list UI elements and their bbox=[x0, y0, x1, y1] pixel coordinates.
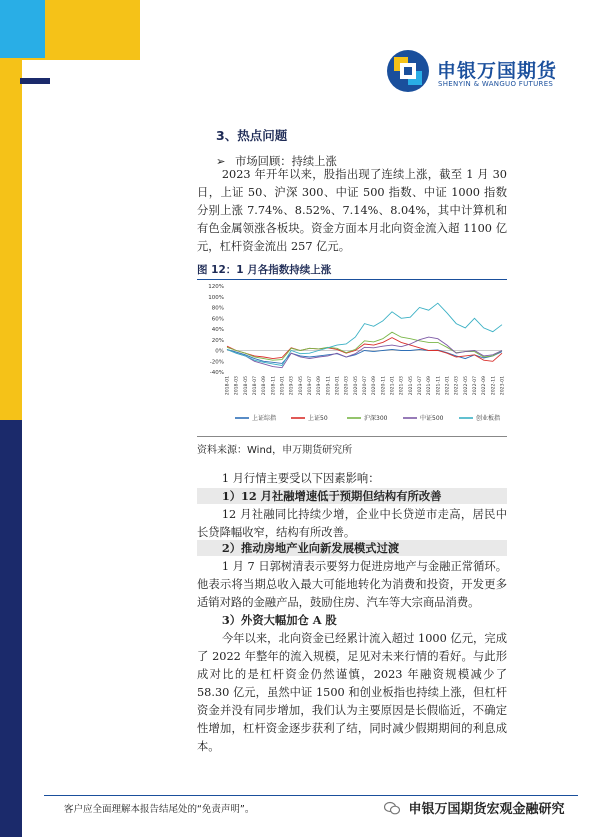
x-tick-label: 2021-03 bbox=[399, 376, 405, 396]
x-tick-label: 2019-03 bbox=[289, 376, 295, 396]
x-tick-label: 2020-03 bbox=[344, 376, 350, 396]
legend-label: 沪深300 bbox=[364, 415, 388, 422]
market-review-paragraph: 2023 年开年以来，股指出现了连续上涨，截至 1 月 30 日，上证 50、沪深 300、中证 500 指数、中证 1000 指数分别上涨 7.74%、8.52%、7.14%、8.04%，其中计算机和有色金属领涨各板块。资金方面本月北向资金流入超 1100 亿元，杠杆资金流出 257 亿元。 bbox=[197, 168, 507, 253]
footer-disclaimer: 客户应全面理解本报告结尾处的“免责声明”。 bbox=[64, 804, 255, 815]
chart-svg bbox=[197, 280, 507, 430]
x-tick-label: 2021-11 bbox=[436, 376, 442, 396]
wechat-name: 申银万国期货宏观金融研究 bbox=[408, 802, 565, 817]
company-logo bbox=[385, 48, 585, 94]
analysis-heading-3: 3）外资大幅加仓 A 股 bbox=[221, 613, 337, 627]
wechat-account[interactable] bbox=[384, 798, 565, 817]
x-tick-label: 2019-09 bbox=[317, 376, 323, 396]
y-tick-label: -20% bbox=[209, 359, 224, 366]
legend-label: 中证500 bbox=[420, 415, 444, 422]
logo-subtitle: SHENYIN & WANGUO FUTURES bbox=[438, 80, 554, 88]
x-tick-label: 2020-11 bbox=[381, 376, 387, 396]
x-tick-label: 2019-05 bbox=[298, 376, 304, 396]
logo-title: 申银万国期货 bbox=[437, 60, 558, 82]
footer-divider bbox=[44, 795, 578, 796]
bullet-marker: ➢ bbox=[216, 155, 226, 168]
y-tick-label: 20% bbox=[211, 337, 224, 344]
analysis-body-1: 12 月社融同比持续少增，企业中长贷逆市走高，居民中长贷降幅收窄，结构有所改善。 bbox=[197, 508, 507, 539]
side-yellow-bar bbox=[0, 60, 22, 420]
x-tick-label: 2019-11 bbox=[326, 376, 332, 396]
section-title: 3、热点问题 bbox=[216, 128, 288, 143]
x-tick-label: 2018-07 bbox=[253, 376, 258, 396]
analysis-body-3: 今年以来，北向资金已经累计流入超过 1000 亿元，完成了 2022 年整年的流入规模，足见对未来行情的看好。与此形成对比的是杠杆资金仍然谨慎，2023 年融资规模减少了 58.30 亿元，虽然中证 1500 和创业板指也持续上涨，但杠杆资金并没有同步增加，我们认为主要原因是长假临近，不确定性增加，杠杆资金逐步获利了结，同时减少假期期间的利息成本。 bbox=[197, 632, 507, 753]
x-tick-label: 2023-01 bbox=[500, 376, 506, 396]
wechat-icon bbox=[384, 801, 400, 815]
analysis-intro: 1 月行情主要受以下因素影响： bbox=[221, 472, 380, 485]
x-tick-label: 2018-11 bbox=[271, 376, 277, 396]
x-tick-label: 2020-01 bbox=[335, 376, 341, 396]
y-tick-label: 60% bbox=[211, 316, 224, 323]
x-tick-label: 2019-01 bbox=[280, 376, 286, 396]
x-tick-label: 2022-01 bbox=[445, 376, 451, 396]
analysis-heading-1: 1）12 月社融增速低于预期但结构有所改善 bbox=[197, 488, 507, 504]
x-tick-label: 2020-05 bbox=[353, 376, 359, 396]
corner-navy-l bbox=[20, 78, 50, 84]
x-tick-label: 2020-09 bbox=[372, 376, 378, 396]
x-tick-label: 2021-07 bbox=[418, 376, 423, 396]
legend-label: 上证50 bbox=[308, 415, 328, 422]
y-tick-label: 100% bbox=[208, 294, 224, 301]
x-tick-label: 2022-05 bbox=[463, 376, 469, 396]
x-tick-label: 2021-01 bbox=[390, 376, 396, 396]
y-tick-label: 80% bbox=[211, 305, 224, 312]
x-tick-label: 2018-01 bbox=[225, 376, 231, 396]
analysis-body-2: 1 月 7 日郭树清表示要努力促进房地产与金融正常循环。他表示将当期总收入最大可能地转化为消费和投资，开发更多适销对路的金融产品，鼓励住房、汽车等大宗商品消费。 bbox=[197, 560, 507, 609]
x-tick-label: 2022-07 bbox=[473, 376, 478, 396]
bullet-text: 市场回顾：持续上涨 bbox=[235, 155, 337, 168]
corner-sky-block bbox=[0, 0, 45, 58]
x-tick-label: 2018-09 bbox=[262, 376, 268, 396]
y-tick-label: 120% bbox=[208, 284, 224, 290]
analysis-heading-2: 2）推动房地产业向新发展模式过渡 bbox=[197, 540, 507, 556]
x-tick-label: 2018-03 bbox=[234, 376, 240, 396]
legend-label: 上证综指 bbox=[252, 415, 277, 422]
figure-source: 资料来源：Wind，申万期货研究所 bbox=[197, 436, 507, 456]
y-tick-label: -40% bbox=[209, 370, 224, 376]
index-line-chart bbox=[197, 280, 507, 430]
figure-title: 图 12：1 月各指数持续上涨 bbox=[197, 262, 507, 280]
x-tick-label: 2019-07 bbox=[308, 376, 313, 396]
x-tick-label: 2021-09 bbox=[427, 376, 433, 396]
y-tick-label: 0% bbox=[215, 348, 224, 355]
x-tick-label: 2022-09 bbox=[482, 376, 488, 396]
logo-mark-icon bbox=[385, 48, 431, 94]
x-tick-label: 2022-11 bbox=[491, 376, 497, 396]
y-tick-label: 40% bbox=[211, 327, 224, 333]
x-tick-label: 2018-05 bbox=[243, 376, 249, 396]
side-navy-bar bbox=[0, 420, 22, 837]
x-tick-label: 2021-05 bbox=[408, 376, 414, 396]
legend-label: 创业板指 bbox=[476, 415, 501, 422]
x-tick-label: 2022-03 bbox=[454, 376, 460, 396]
x-tick-label: 2020-07 bbox=[363, 376, 368, 396]
